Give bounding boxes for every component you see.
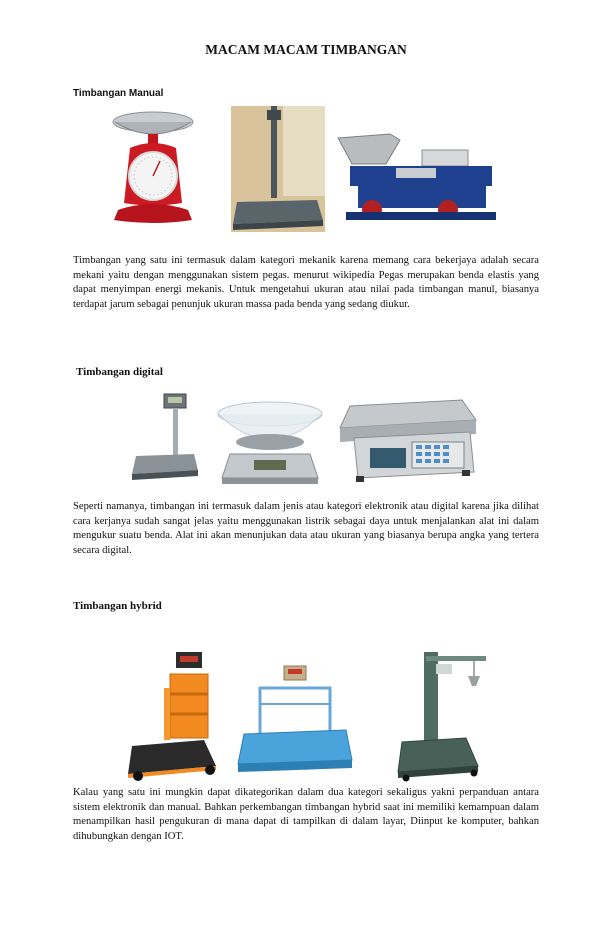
digital-platform-scale-image bbox=[128, 392, 200, 484]
section-heading-digital: Timbangan digital bbox=[76, 366, 163, 378]
digital-kitchen-scale-image bbox=[214, 398, 326, 492]
orange-hybrid-scale-image bbox=[126, 648, 220, 782]
blue-mechanical-scale-image bbox=[336, 128, 496, 228]
digital-price-scale-image bbox=[336, 398, 482, 482]
section-heading-hybrid: Timbangan hybrid bbox=[73, 600, 162, 612]
blue-hybrid-scale-image bbox=[236, 664, 354, 774]
red-kitchen-scale-image bbox=[110, 108, 196, 228]
section-paragraph-digital: Seperti namanya, timbangan ini termasuk dalam jenis atau kategori elektronik atau digital karena jika dilihat cara kerjanya sudah sangat jelas yaitu menggunakan listrik sebagai daya untuk menjalankan alat ini dalam mengukur suatu benda. Alat ini akan menunjukan data atau ukuran yang biasanya berupa angka yang tertera secara digital. bbox=[73, 501, 539, 556]
section-paragraph-manual: Timbangan yang satu ini termasuk dalam kategori mekanik karena memang cara bekerjaya adalah secara mekani yaitu dengan menggunakan sistem pegas. menurut wikipedia Pegas merupakan benda elastis yang dapat menyimpan energi mekanis. Untuk mengetahui ukuran atau nilai pada timbangan manul, biasanya terdapat jarum sebagai penunjuk ukuran massa pada benda yang sedang diukur. bbox=[73, 255, 539, 310]
section-paragraph-hybrid: Kalau yang satu ini mungkin dapat dikategorikan dalam dua kategori sekaligus yakni perpanduan antara sistem elektronik dan manual. Bahkan perkembangan timbangan hybrid saat ini memiliki kemampuan dalam menampilkan hasil pengukuran di mana dapat di tampilkan di dalam layar, Diinput ke komputer, bahkan dihubungkan dengan IOT. bbox=[73, 787, 539, 842]
section-heading-manual: Timbangan Manual bbox=[73, 88, 164, 99]
platform-scale-image bbox=[231, 106, 325, 232]
page-title: MACAM MACAM TIMBANGAN bbox=[205, 42, 407, 57]
green-hybrid-scale-image bbox=[396, 650, 490, 782]
